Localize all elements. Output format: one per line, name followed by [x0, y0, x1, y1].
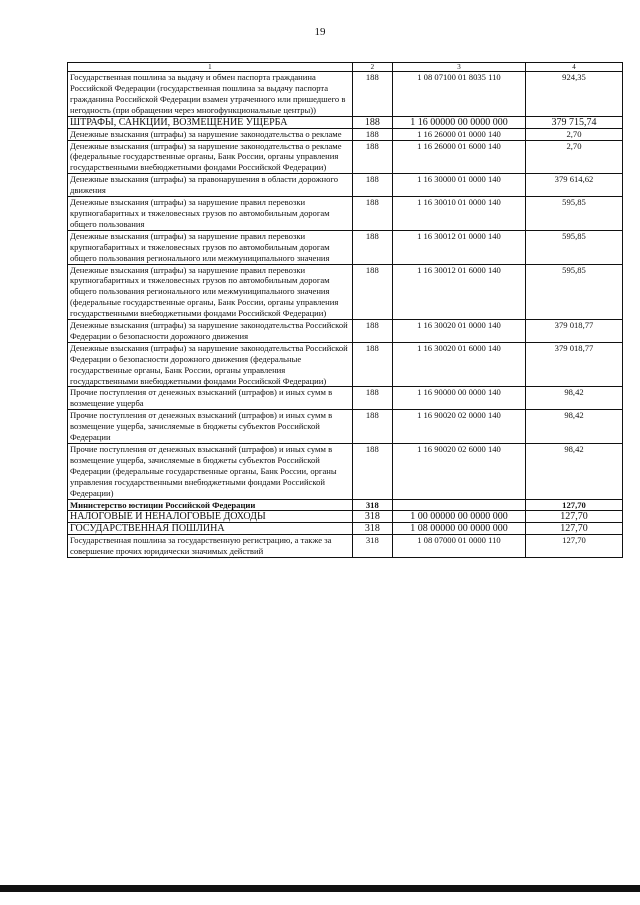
table-row	[68, 174, 623, 197]
row-amount: 2,70	[526, 140, 623, 174]
table-body	[68, 72, 623, 558]
row-admin-code: 188	[352, 342, 392, 387]
row-budget-code: 1 16 30012 01 0000 140	[392, 230, 525, 264]
row-budget-code: 1 08 07000 01 0000 110	[392, 535, 525, 558]
row-admin-code: 188	[352, 72, 392, 117]
row-name: Денежные взыскания (штрафы) за нарушение законодательства о рекламе	[68, 128, 353, 140]
table-row	[68, 499, 623, 511]
row-amount: 98,42	[526, 444, 623, 500]
row-name: Денежные взыскания (штрафы) за нарушение законодательства Российской Федерации о безопасности дорожного движения	[68, 320, 353, 343]
table-row	[68, 410, 623, 444]
table-row	[68, 387, 623, 410]
row-budget-code: 1 16 26000 01 6000 140	[392, 140, 525, 174]
table-row	[68, 511, 623, 523]
table-row	[68, 72, 623, 117]
table-row	[68, 444, 623, 500]
row-amount: 98,42	[526, 387, 623, 410]
table-row	[68, 197, 623, 231]
table-row	[68, 342, 623, 387]
row-budget-code: 1 16 90020 02 0000 140	[392, 410, 525, 444]
row-budget-code: 1 00 00000 00 0000 000	[392, 511, 525, 523]
row-admin-code: 188	[352, 140, 392, 174]
row-admin-code: 188	[352, 174, 392, 197]
row-budget-code: 1 16 90000 00 0000 140	[392, 387, 525, 410]
row-budget-code	[392, 499, 525, 511]
row-amount: 127,70	[526, 523, 623, 535]
row-name: ШТРАФЫ, САНКЦИИ, ВОЗМЕЩЕНИЕ УЩЕРБА	[68, 116, 353, 128]
row-name: Денежные взыскания (штрафы) за нарушение законодательства о рекламе (федеральные государственные органы, Банк России, органы управления государственными внебюджетными фондами Российской Федерации)	[68, 140, 353, 174]
table-row	[68, 523, 623, 535]
row-admin-code: 318	[352, 535, 392, 558]
row-admin-code: 188	[352, 230, 392, 264]
row-name: Прочие поступления от денежных взысканий (штрафов) и иных сумм в возмещение ущерба, зачисляемые в бюджеты субъектов Российской Федерации (федеральные государственные органы, Банк России, органы управления государственными внебюджетными фондами Российской Федерации)	[68, 444, 353, 500]
row-budget-code: 1 16 00000 00 0000 000	[392, 116, 525, 128]
page-number: 19	[314, 26, 326, 38]
column-number-3: 3	[392, 63, 525, 72]
row-name: Денежные взыскания (штрафы) за нарушение правил перевозки крупногабаритных и тяжеловесных грузов по автомобильным дорогам общего пользования регионального или межмуниципального значения (федеральные государственные органы, Банк России, органы управления государственными внебюджетными фондами Российской Федерации)	[68, 264, 353, 320]
row-amount: 127,70	[526, 511, 623, 523]
row-budget-code: 1 16 90020 02 6000 140	[392, 444, 525, 500]
row-name: Денежные взыскания (штрафы) за нарушение правил перевозки крупногабаритных и тяжеловесных грузов по автомобильным дорогам общего пользования	[68, 197, 353, 231]
column-number-2: 2	[352, 63, 392, 72]
row-amount: 2,70	[526, 128, 623, 140]
row-admin-code: 188	[352, 116, 392, 128]
row-amount: 924,35	[526, 72, 623, 117]
row-admin-code: 318	[352, 499, 392, 511]
row-name: Денежные взыскания (штрафы) за правонарушения в области дорожного движения	[68, 174, 353, 197]
row-admin-code: 318	[352, 511, 392, 523]
row-name: Министерство юстиции Российской Федерации	[68, 499, 353, 511]
row-amount: 595,85	[526, 197, 623, 231]
row-amount: 595,85	[526, 264, 623, 320]
row-budget-code: 1 16 30000 01 0000 140	[392, 174, 525, 197]
table-row	[68, 116, 623, 128]
row-admin-code: 188	[352, 387, 392, 410]
row-amount: 127,70	[526, 499, 623, 511]
row-amount: 98,42	[526, 410, 623, 444]
row-budget-code: 1 16 26000 01 0000 140	[392, 128, 525, 140]
row-budget-code: 1 16 30020 01 6000 140	[392, 342, 525, 387]
row-budget-code: 1 16 30010 01 0000 140	[392, 197, 525, 231]
table-row	[68, 535, 623, 558]
row-admin-code: 188	[352, 320, 392, 343]
row-amount: 379 614,62	[526, 174, 623, 197]
table-row	[68, 264, 623, 320]
row-admin-code: 188	[352, 197, 392, 231]
row-amount: 595,85	[526, 230, 623, 264]
row-name: Денежные взыскания (штрафы) за нарушение правил перевозки крупногабаритных и тяжеловесных грузов по автомобильным дорогам общего пользования регионального или межмуниципального значения	[68, 230, 353, 264]
row-admin-code: 188	[352, 264, 392, 320]
row-name: ГОСУДАРСТВЕННАЯ ПОШЛИНА	[68, 523, 353, 535]
scan-edge-bar	[0, 885, 640, 892]
table-row	[68, 320, 623, 343]
row-name: НАЛОГОВЫЕ И НЕНАЛОГОВЫЕ ДОХОДЫ	[68, 511, 353, 523]
row-amount: 379 018,77	[526, 320, 623, 343]
row-amount: 127,70	[526, 535, 623, 558]
row-name: Прочие поступления от денежных взысканий (штрафов) и иных сумм в возмещение ущерба	[68, 387, 353, 410]
row-admin-code: 318	[352, 523, 392, 535]
row-name: Государственная пошлина за выдачу и обмен паспорта гражданина Российской Федерации (государственная пошлина за выдачу паспорта гражданина Российской Федерации взамен утраченного или пришедшего в негодность (при обращении через многофункциональные центры))	[68, 72, 353, 117]
revenue-table	[67, 62, 623, 558]
row-amount: 379 715,74	[526, 116, 623, 128]
row-budget-code: 1 08 00000 00 0000 000	[392, 523, 525, 535]
row-budget-code: 1 08 07100 01 8035 110	[392, 72, 525, 117]
table-row	[68, 128, 623, 140]
column-number-1: 1	[68, 63, 353, 72]
row-amount: 379 018,77	[526, 342, 623, 387]
row-name: Прочие поступления от денежных взысканий (штрафов) и иных сумм в возмещение ущерба, зачисляемые в бюджеты субъектов Российской Федерации	[68, 410, 353, 444]
row-budget-code: 1 16 30020 01 0000 140	[392, 320, 525, 343]
row-admin-code: 188	[352, 410, 392, 444]
row-name: Денежные взыскания (штрафы) за нарушение законодательства Российской Федерации о безопасности дорожного движения (федеральные государственные органы, Банк России, органы управления государственными внебюджетными фондами Российской Федерации)	[68, 342, 353, 387]
row-admin-code: 188	[352, 444, 392, 500]
table-row	[68, 230, 623, 264]
column-number-row	[68, 63, 623, 72]
column-number-4: 4	[526, 63, 623, 72]
row-name: Государственная пошлина за государственную регистрацию, а также за совершение прочих юридически значимых действий	[68, 535, 353, 558]
table-row	[68, 140, 623, 174]
row-admin-code: 188	[352, 128, 392, 140]
row-budget-code: 1 16 30012 01 6000 140	[392, 264, 525, 320]
